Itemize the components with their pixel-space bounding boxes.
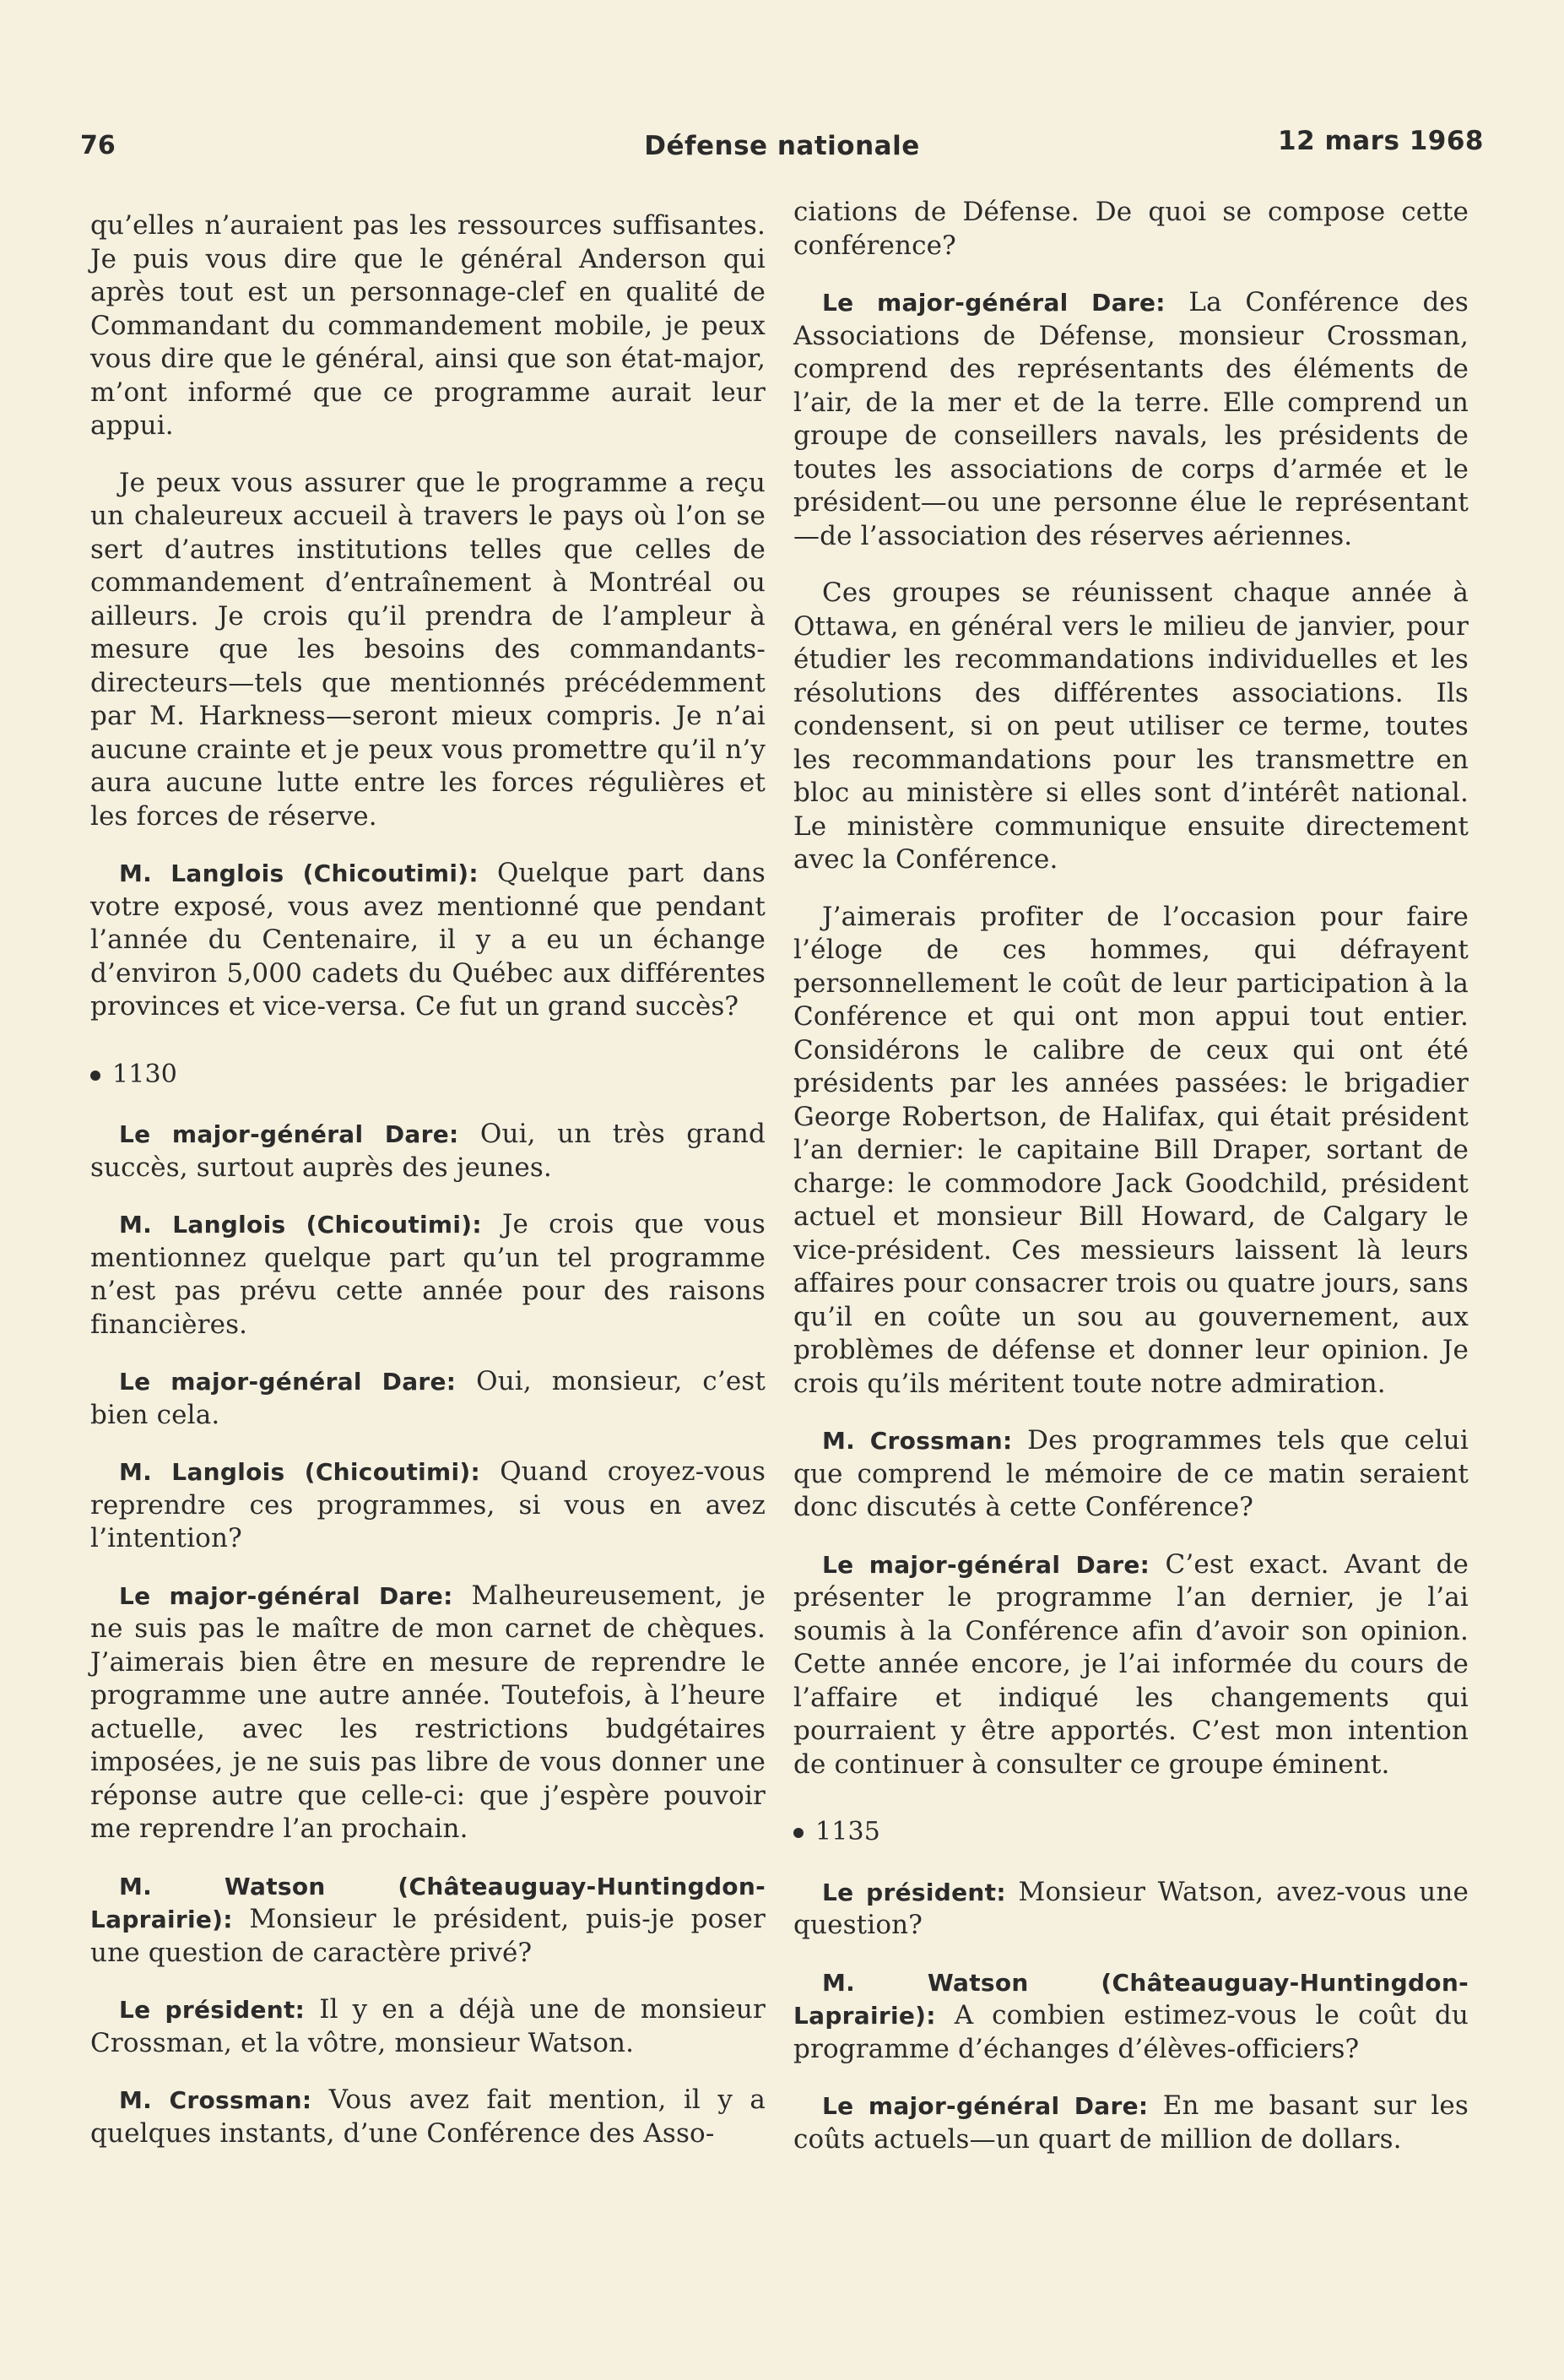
- speaker-name: M. Langlois (Chicoutimi):: [119, 859, 479, 887]
- speech-text: C’est exact. Avant de présenter le programme l’an dernier, je l’ai soumis à la Conférence afin d’avoir son opinion. Cette année encore, je l’ai informée du cours de l’affaire et indiqué les changements qui pourraient y être apportés. C’est mon intention de continuer à consulter ce groupe éminent.: [793, 1548, 1469, 1780]
- speaker-name: M. Langlois (Chicoutimi):: [119, 1458, 481, 1486]
- speech-text: Vous avez fait mention, il y a quelques instants, d’une Conférence des Asso-: [90, 2085, 766, 2149]
- speech-text: Monsieur Watson, avez-vous une question?: [793, 1876, 1469, 1940]
- speaker-name: Le major-général Dare:: [119, 1368, 457, 1396]
- page-date: 12 mars 1968: [1278, 126, 1484, 156]
- speech-text: Oui, monsieur, c’est bien cela.: [90, 1366, 766, 1430]
- running-title: Défense nationale: [644, 131, 920, 161]
- body-paragraph: Ces groupes se réunissent chaque année à Ottawa, en général vers le milieu de janvier, pour étudier les recommandations individuelles et les résolutions des différentes associations. Ils condensent, si on peut utiliser ce terme, toutes les recommandations pour les transmettre en bloc au ministère si elles sont d’intérêt national. Le ministère communique ensuite directement avec la Conférence.: [793, 577, 1469, 875]
- body-paragraph: ciations de Défense. De quoi se compose cette conférence?: [793, 197, 1469, 261]
- speaker-name: Le président:: [822, 1878, 1006, 1906]
- speech-paragraph: [90, 1365, 766, 1432]
- left-column: [90, 209, 766, 2174]
- time-label: 1135: [815, 1817, 880, 1846]
- speech-paragraph: [90, 1208, 766, 1342]
- body-paragraph: Je peux vous assurer que le programme a reçu un chaleureux accueil à travers le pays où l’on se sert d’autres institutions telles que celles de commandement d’entraînement à Montréal ou ailleurs. Je crois qu’il prendra de l’ampleur à mesure que les besoins des commandants-directeurs—tels que mentionnés précédemment par M. Harkness—seront mieux compris. Je n’ai aucune crainte et je peux vous promettre qu’il n’y aura aucune lutte entre les forces régulières et les forces de réserve.: [90, 467, 766, 832]
- bullet-icon: [793, 1828, 804, 1838]
- speech-paragraph: [793, 1424, 1469, 1525]
- page-number: 76: [80, 131, 116, 160]
- speech-paragraph: [90, 1870, 766, 1971]
- speech-text: Monsieur le président, puis-je poser une question de caractère privé?: [90, 1904, 766, 1968]
- time-marker: [90, 1058, 766, 1092]
- speech-text: Malheureusement, je ne suis pas le maître de mon carnet de chèques. J’aimerais bien être en mesure de reprendre le programme une autre année. Toutefois, à l’heure actuelle, avec les restrictions budgétaires imposées, je ne suis pas libre de vous donner une réponse autre que celle-ci: que j’espère pouvoir me reprendre l’an prochain.: [90, 1580, 766, 1844]
- speech-text: Quelque part dans votre exposé, vous avez mentionné que pendant l’année du Centenaire, il y a eu un échange d’environ 5,000 cadets du Québec aux différentes provinces et vice-versa. Ce fut un grand succès?: [90, 858, 766, 1022]
- speaker-name: M. Langlois (Chicoutimi):: [119, 1211, 482, 1239]
- speech-text: Il y en a déjà une de monsieur Crossman, et la vôtre, monsieur Watson.: [90, 1994, 766, 2058]
- speech-text: Quand croyez-vous reprendre ces programmes, si vous en avez l’intention?: [90, 1456, 766, 1553]
- speaker-name: Le major-général Dare:: [822, 1550, 1150, 1579]
- page-header: [0, 126, 1564, 171]
- speech-text: Je crois que vous mentionnez quelque part qu’un tel programme n’est pas prévu cette année pour des raisons financières.: [90, 1209, 766, 1340]
- time-marker: [793, 1815, 1469, 1849]
- speaker-name: Le major-général Dare:: [119, 1581, 453, 1610]
- speech-paragraph: [793, 2090, 1469, 2156]
- speech-paragraph: [90, 1993, 766, 2060]
- body-paragraph: qu’elles n’auraient pas les ressources suffisantes. Je puis vous dire que le général Anderson qui après tout est un personnage-clef en qualité de Commandant du commandement mobile, je peux vous dire que le général, ainsi que son état-major, m’ont informé que ce programme aurait leur appui.: [90, 210, 766, 441]
- speech-paragraph: [90, 857, 766, 1024]
- time-label: 1130: [112, 1059, 177, 1089]
- speech-paragraph: [793, 1966, 1469, 2067]
- speech-paragraph: [90, 1118, 766, 1185]
- right-column: [793, 196, 1469, 2180]
- speaker-name: M. Watson (Châteauguay-Huntingdon-Laprairie):: [90, 1872, 766, 1933]
- speech-text: En me basant sur les coûts actuels—un quart de million de dollars.: [793, 2090, 1469, 2155]
- body-paragraph: J’aimerais profiter de l’occasion pour faire l’éloge de ces hommes, qui défrayent personnellement le coût de leur participation à la Conférence et qui ont mon appui tout entier. Considérons le calibre de ceux qui ont été présidents par les années passées: le brigadier George Robertson, de Halifax, qui était président l’an dernier: le capitaine Bill Draper, sortant de charge: le commodore Jack Goodchild, président actuel et monsieur Bill Howard, de Calgary le vice-président. Ces messieurs laissent là leurs affaires pour consacrer trois ou quatre jours, sans qu’il en coûte un sou au gouvernement, aux problèmes de défense et donner leur opinion. Je crois qu’ils méritent toute notre admiration.: [793, 901, 1469, 1399]
- speech-paragraph: [793, 1876, 1469, 1943]
- speech-text: Des programmes tels que celui que comprend le mémoire de ce matin seraient donc discutés à cette Conférence?: [793, 1425, 1469, 1522]
- speech-paragraph: [793, 286, 1469, 553]
- speaker-name: Le président:: [119, 1996, 306, 2024]
- speaker-name: Le major-général Dare:: [822, 289, 1166, 317]
- speech-text: A combien estimez-vous le coût du programme d’échanges d’élèves-officiers?: [793, 2000, 1469, 2064]
- speech-paragraph: [90, 1456, 766, 1556]
- speech-text: Oui, un très grand succès, surtout auprès des jeunes.: [90, 1119, 766, 1183]
- speaker-name: M. Crossman:: [822, 1427, 1013, 1455]
- bullet-icon: [90, 1071, 100, 1081]
- speaker-name: M. Crossman:: [119, 2086, 312, 2114]
- speech-paragraph: [793, 1548, 1469, 1782]
- speaker-name: M. Watson (Châteauguay-Huntingdon-Laprairie):: [793, 1968, 1469, 2030]
- speaker-name: Le major-général Dare:: [119, 1120, 459, 1148]
- speech-paragraph: [90, 2084, 766, 2150]
- speech-paragraph: [90, 1580, 766, 1846]
- speaker-name: Le major-général Dare:: [822, 2092, 1149, 2120]
- speech-text: La Conférence des Associations de Défense, monsieur Crossman, comprend des représentants des éléments de l’air, de la mer et de la terre. Elle comprend un groupe de conseillers navals, les présidents de toutes les associations de corps d’armée et le président—ou une personne élue le représentant—de l’association des réserves aériennes.: [793, 287, 1469, 551]
